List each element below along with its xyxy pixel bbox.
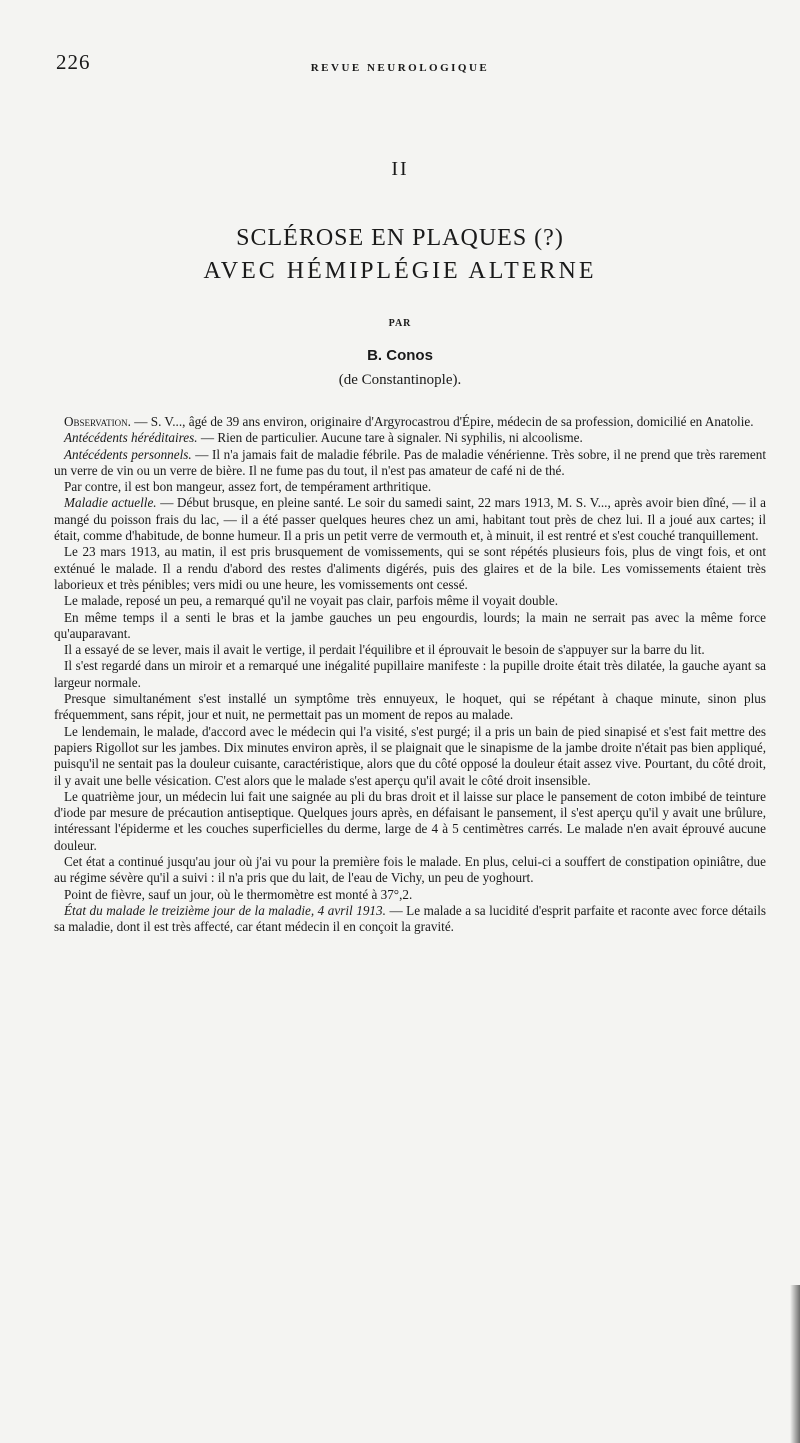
paragraph-lead: Antécédents héréditaires. [64,430,198,446]
body-paragraph [54,447,766,480]
body-paragraph [54,903,766,936]
body-paragraph [54,691,766,724]
body-paragraph [54,642,766,658]
paragraph-text: Cet état a continué jusqu'au jour où j'ai vu pour la première fois le malade. En plus, celui-ci a souffert de constipation opiniâtre, due au régime sévère qu'il a suivi : il n'a pris que du lait, de l'eau de Vichy, un peu de yoghourt. [54,854,766,886]
byline-par: PAR [388,318,412,329]
paragraph-text: Le lendemain, le malade, d'accord avec le médecin qui l'a visité, s'est purgé; il a pris un bain de pied sinapisé et s'est fait mettre des papiers Rigollot sur les jambes. Dix minutes environ après, il se plaignait que le sinapisme de la jambe droite n'était pas bien appliqué, puisqu'il ne sentait pas la douleur cuisante, caractéristique, alors que du côté opposé la douleur était assez vive. Pourtant, du côté droit, il y avait une belle vésication. C'est alors que le malade s'est aperçu qu'il avait le côté droit insensible. [54,723,766,788]
body-paragraph [54,414,766,430]
body-paragraph [54,887,766,903]
author-affiliation: (de Constantinople). [338,372,462,388]
page-edge-shadow [790,1285,800,1443]
article-body [54,414,766,936]
paragraph-text: Le quatrième jour, un médecin lui fait une saignée au pli du bras droit et il laisse sur place le pansement de coton imbibé de teinture d'iode par mesure de précaution antiseptique. Quelques jours après, en défaisant le pansement, il s'est aperçu qu'il y avait une brûlure, intéressant l'épiderme et les couches superficielles du derme, large de 4 à 5 centimètres carrés. Le malade n'en avait éprouvé aucune douleur. [54,788,766,853]
section-numeral: II [391,158,409,180]
body-paragraph [54,854,766,887]
paragraph-lead: État du malade le treizième jour de la maladie, 4 avril 1913. [64,902,386,918]
paragraph-text: Par contre, il est bon mangeur, assez fort, de tempérament arthritique. [64,479,432,495]
body-paragraph [54,610,766,643]
paragraph-text: Le 23 mars 1913, au matin, il est pris brusquement de vomissements, qui se sont répétés plusieurs fois, plus de vingt fois, et ont exténué le malade. Il a rendu d'abord des restes d'aliments digérés, puis des glaires et de la bile. Les vomissements étaient très laborieux et très pénibles; vers midi ou une heure, les vomissements ont cessé. [54,544,766,592]
paragraph-text: En même temps il a senti le bras et la jambe gauches un peu engourdis, lourds; la main ne serrait pas avec la même force qu'auparavant. [54,609,766,641]
article-title-line1: SCLÉROSE EN PLAQUES (?) [236,225,564,251]
paragraph-text: Presque simultanément s'est installé un symptôme très ennuyeux, le hoquet, qui se répétant à chaque minute, sinon plus fréquemment, sans répit, jour et nuit, ne permettait pas un moment de repos au malade. [54,691,766,723]
paragraph-text: Point de fièvre, sauf un jour, où le thermomètre est monté à 37°,2. [64,886,413,902]
body-paragraph [54,724,766,789]
body-paragraph [54,479,766,495]
paragraph-text: — Le malade a sa lucidité d'esprit parfaite et raconte avec force détails sa maladie, dont il est très affecté, car étant médecin il en conçoit la gravité. [54,902,766,935]
page-number: 226 [56,50,91,74]
paragraph-text: — Rien de particulier. Aucune tare à signaler. Ni syphilis, ni alcoolisme. [197,430,583,446]
paragraph-text: Il s'est regardé dans un miroir et a remarqué une inégalité pupillaire manifeste : la pupille droite était très dilatée, la gauche ayant sa largeur normale. [54,658,766,690]
paragraph-lead: Antécédents personnels. [64,446,192,462]
body-paragraph [54,544,766,593]
paragraph-text: Il a essayé de se lever, mais il avait le vertige, il perdait l'équilibre et il éprouvait le besoin de s'appuyer sur la barre du lit. [64,642,705,658]
paragraph-text: — Début brusque, en pleine santé. Le soir du samedi saint, 22 mars 1913, M. S. V..., après avoir bien dîné, — il a mangé du poisson frais du lac, — il a été passer quelques heures chez un ami, habitant tout près de chez lui. Il a joué aux cartes; il était, comme d'habitude, de bonne humeur. Il a pris un petit verre de vermouth et, à minuit, il est rentré et s'est couché tranquillement. [54,495,767,544]
body-paragraph [54,430,766,446]
body-paragraph [54,658,766,691]
body-paragraph [54,495,766,544]
paragraph-text: — Il n'a jamais fait de maladie fébrile. Pas de maladie vénérienne. Très sobre, il ne prend que très rarement un verre de vin ou un verre de bière. Il ne fume pas du tout, il n'est pas amateur de café ni de thé. [54,446,766,478]
paragraph-lead: Maladie actuelle. [64,495,157,511]
article-title-line2: AVEC HÉMIPLÉGIE ALTERNE [203,258,597,284]
paragraph-text: Le malade, reposé un peu, a remarqué qu'il ne voyait pas clair, parfois même il voyait double. [64,593,559,609]
paragraph-lead: Observation. [64,414,131,429]
body-paragraph [54,593,766,609]
body-paragraph [54,789,766,854]
author-name: B. Conos [367,347,433,364]
running-head: REVUE NEUROLOGIQUE [310,62,490,74]
paragraph-text: — S. V..., âgé de 39 ans environ, originaire d'Argyrocastrou d'Épire, médecin de sa profession, domicilié en Anatolie. [130,414,754,429]
